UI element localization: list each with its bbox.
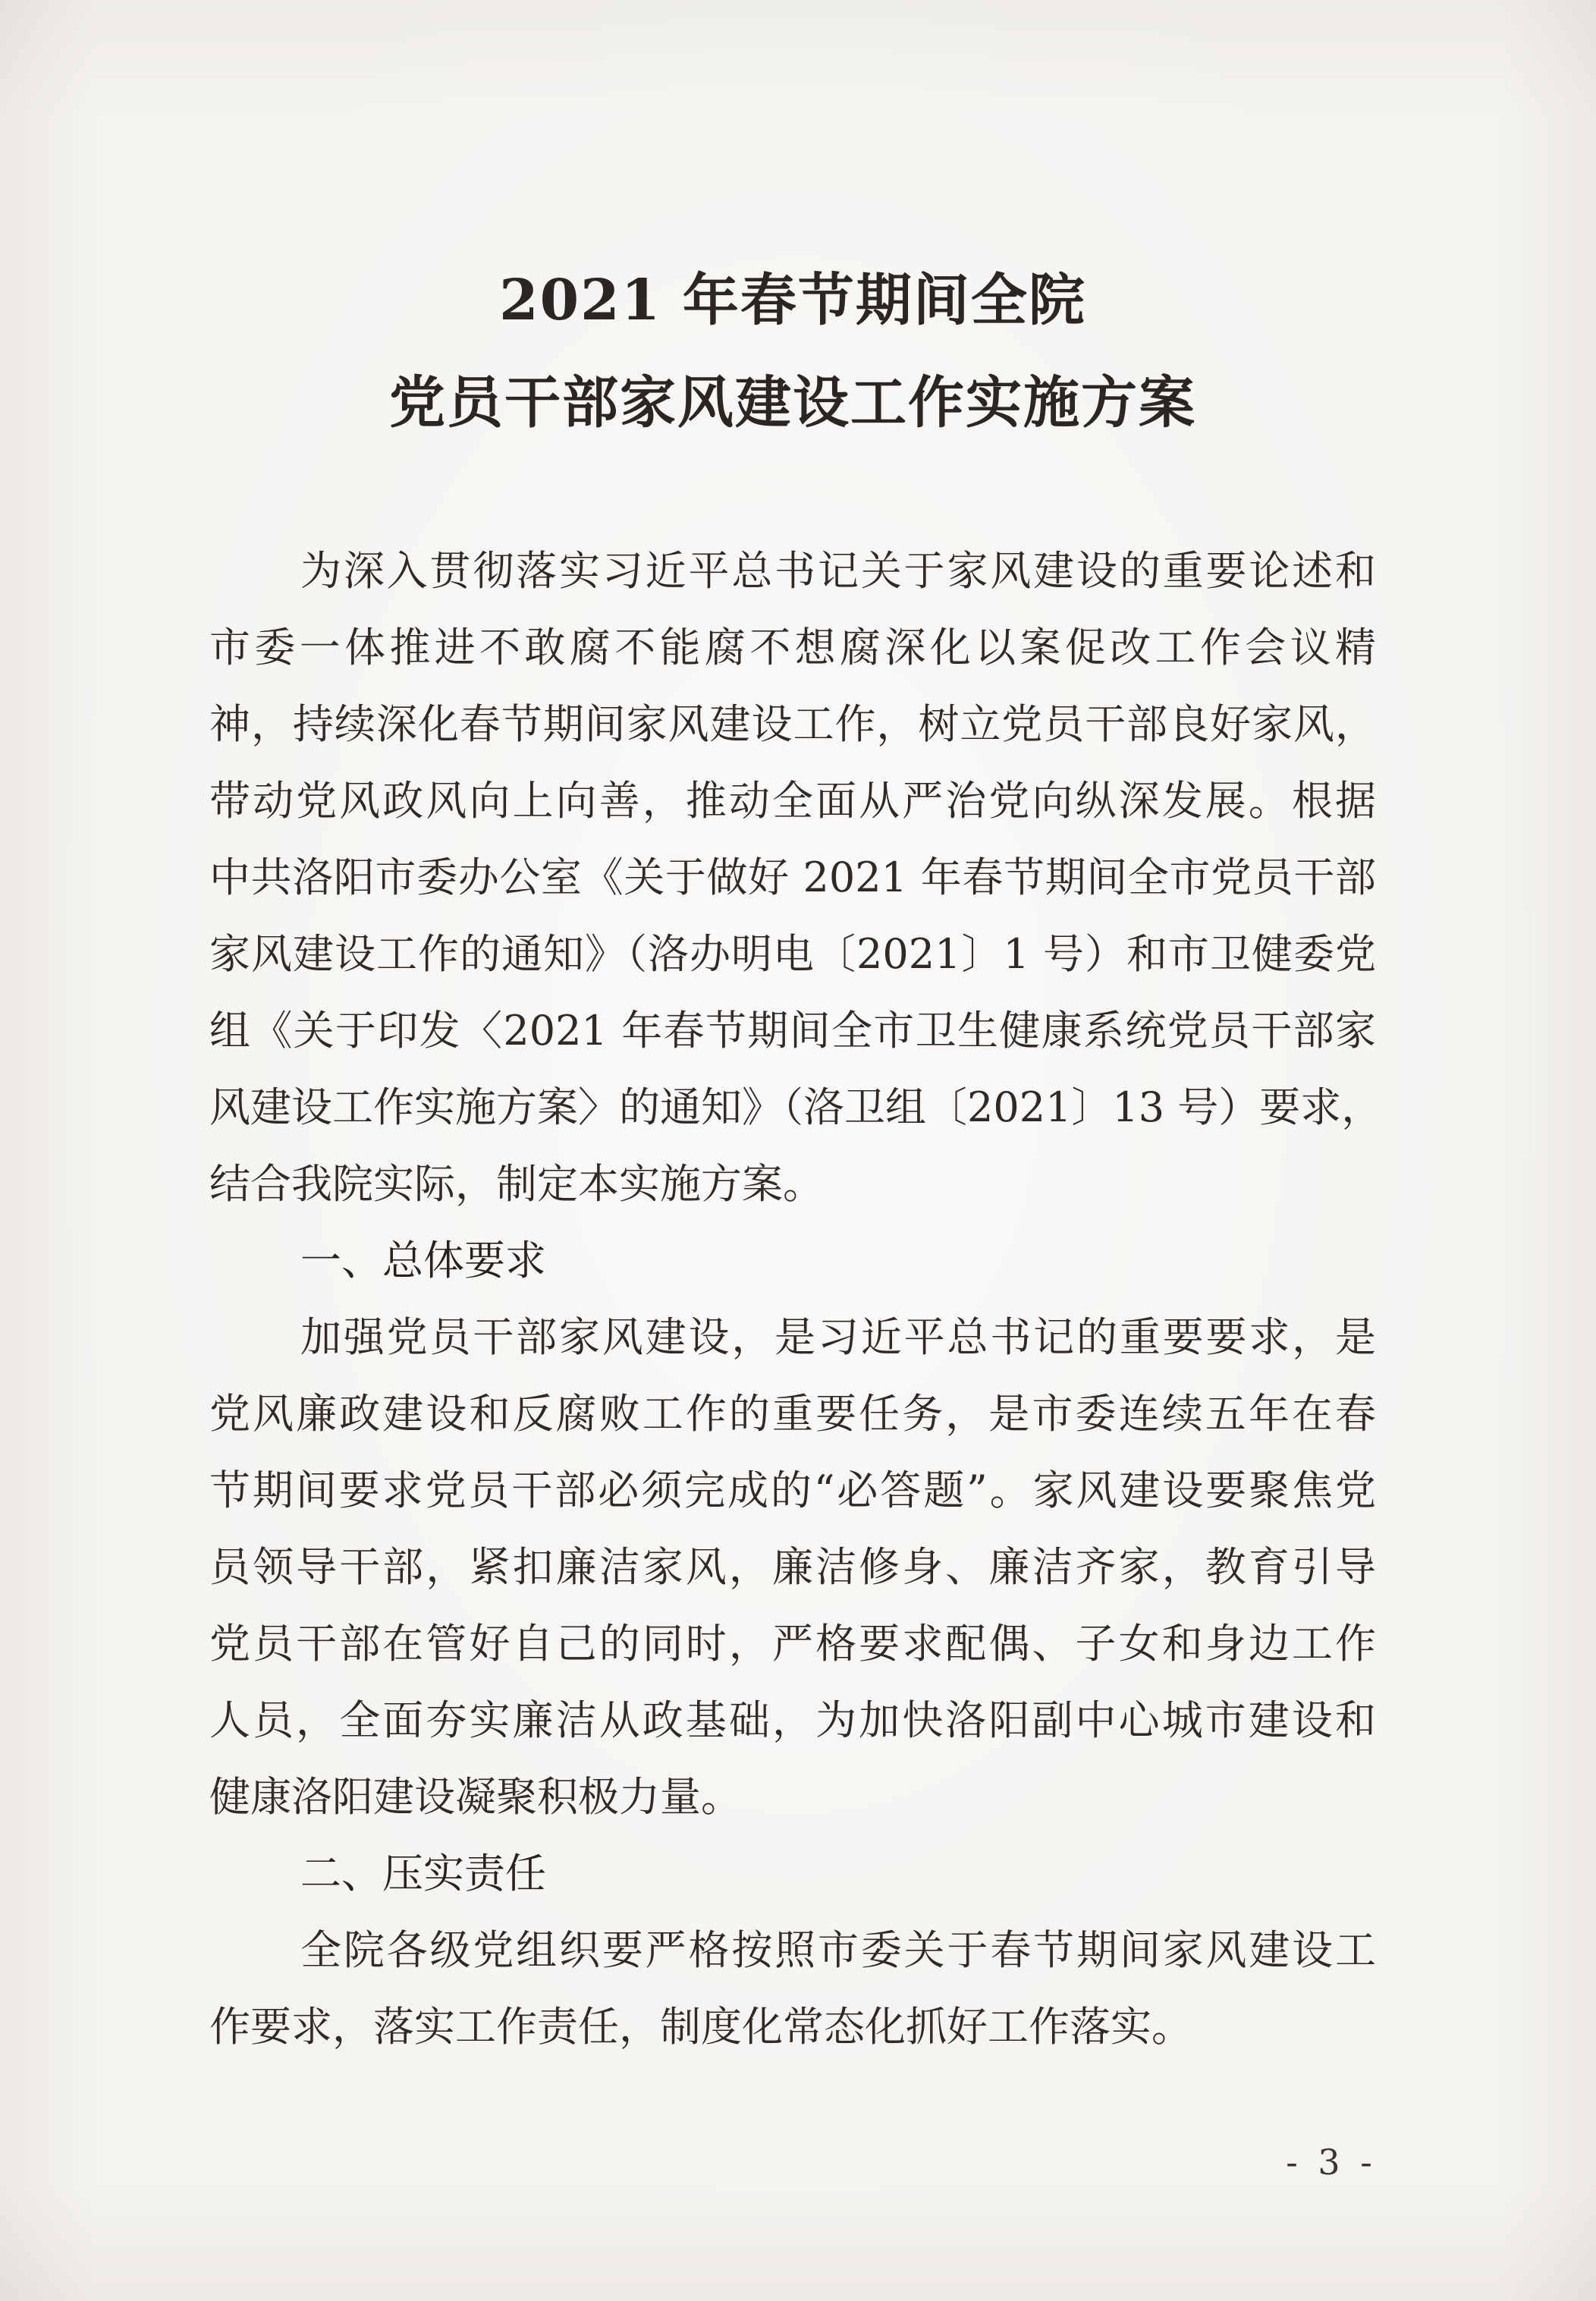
section1-line: 党员干部在管好自己的同时，严格要求配偶、子女和身边工作 xyxy=(209,1620,1376,1668)
section-heading-overall-requirements: 一、总体要求 xyxy=(300,1237,546,1284)
intro-line: 风建设工作实施方案〉的通知》（洛卫组〔2021〕13 号）要求， xyxy=(209,1083,1383,1131)
section-heading-responsibility: 二、压实责任 xyxy=(300,1850,546,1897)
page-number: - 3 - xyxy=(1286,2142,1377,2183)
section1-line: 人员，全面夯实廉洁从政基础，为加快洛阳副中心城市建设和 xyxy=(209,1696,1376,1744)
intro-line: 组《关于印发〈2021 年春节期间全市卫生健康系统党员干部家 xyxy=(209,1007,1376,1055)
document-title-line-2: 党员干部家风建设工作实施方案 xyxy=(389,370,1196,435)
intro-line: 中共洛阳市委办公室《关于做好 2021 年春节期间全市党员干部 xyxy=(209,853,1376,901)
document-body xyxy=(209,533,1383,2065)
section1-line: 节期间要求党员干部必须完成的“必答题”。家风建设要聚焦党 xyxy=(209,1466,1376,1514)
intro-line: 神，持续深化春节期间家风建设工作，树立党员干部良好家风， xyxy=(209,700,1376,748)
section1-line: 健康洛阳建设凝聚积极力量。 xyxy=(209,1773,742,1821)
intro-line: 结合我院实际，制定本实施方案。 xyxy=(209,1160,824,1208)
section1-line: 员领导干部，紧扣廉洁家风，廉洁修身、廉洁齐家，教育引导 xyxy=(209,1543,1376,1591)
intro-line: 为深入贯彻落实习近平总书记关于家风建设的重要论述和 xyxy=(300,547,1376,595)
section1-line: 加强党员干部家风建设，是习近平总书记的重要要求，是 xyxy=(300,1313,1376,1361)
intro-line: 带动党风政风向上向善，推动全面从严治党向纵深发展。根据 xyxy=(209,777,1376,825)
document-title-line-1: 2021 年春节期间全院 xyxy=(499,268,1086,333)
section2-line: 全院各级党组织要严格按照市委关于春节期间家风建设工 xyxy=(300,1926,1376,1974)
section1-line: 党风廉政建设和反腐败工作的重要任务，是市委连续五年在春 xyxy=(209,1390,1376,1438)
section2-line: 作要求，落实工作责任，制度化常态化抓好工作落实。 xyxy=(209,2003,1192,2051)
intro-line: 市委一体推进不敢腐不能腐不想腐深化以案促改工作会议精 xyxy=(209,624,1376,671)
intro-line: 家风建设工作的通知》（洛办明电〔2021〕1 号）和市卫健委党 xyxy=(209,930,1376,978)
